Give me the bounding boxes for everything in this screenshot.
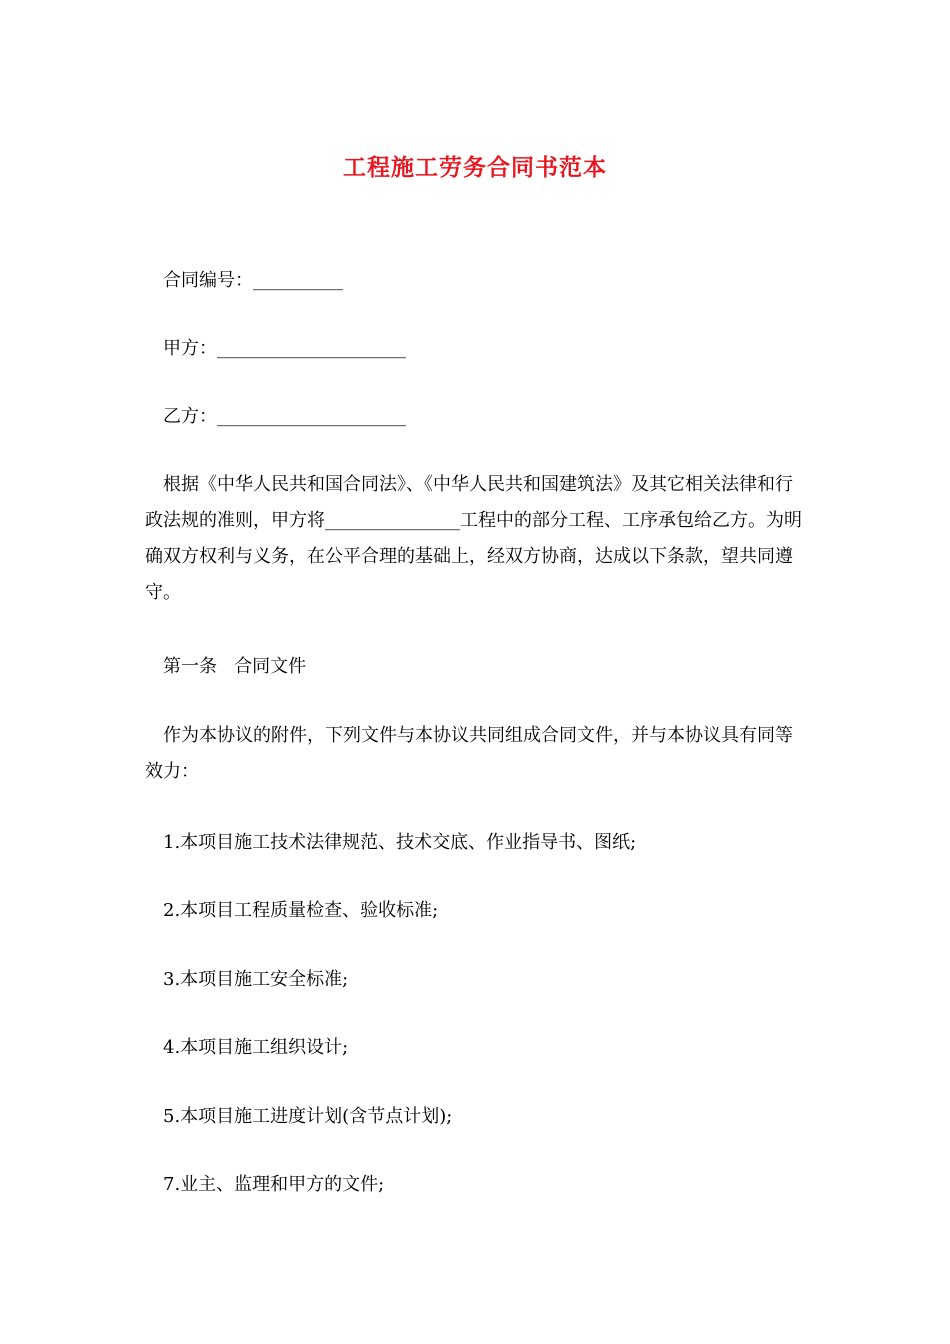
list-item: 3.本项目施工安全标准; bbox=[163, 969, 349, 990]
party-a-line: 甲方：_____________________ bbox=[163, 338, 406, 359]
list-item: 4.本项目施工组织设计; bbox=[163, 1037, 349, 1058]
list-item: 1.本项目施工技术法律规范、技术交底、作业指导书、图纸; bbox=[163, 832, 637, 853]
article-1-intro: 作为本协议的附件，下列文件与本协议共同组成合同文件，并与本协议具有同等效力： bbox=[145, 725, 793, 782]
preamble-paragraph: 根据《中华人民共和国合同法》、《中华人民共和国建筑法》及其它相关法律和行政法规的准则，甲方将_______________工程中的部分工程、工序承包给乙方。为明确双方权利与义务，在公平合理的基础上，经双方协商，达成以下条款，望共同遵守。 bbox=[145, 474, 802, 603]
party-b-line: 乙方：_____________________ bbox=[163, 406, 406, 427]
article-1-heading: 第一条 合同文件 bbox=[163, 656, 307, 677]
list-item: 5.本项目施工进度计划(含节点计划); bbox=[163, 1106, 453, 1127]
contract-number-line: 合同编号：__________ bbox=[163, 270, 343, 291]
list-item: 2.本项目工程质量检查、验收标准; bbox=[163, 900, 439, 921]
document-title: 工程施工劳务合同书范本 bbox=[343, 154, 607, 181]
list-item: 7.业主、监理和甲方的文件; bbox=[163, 1174, 385, 1195]
